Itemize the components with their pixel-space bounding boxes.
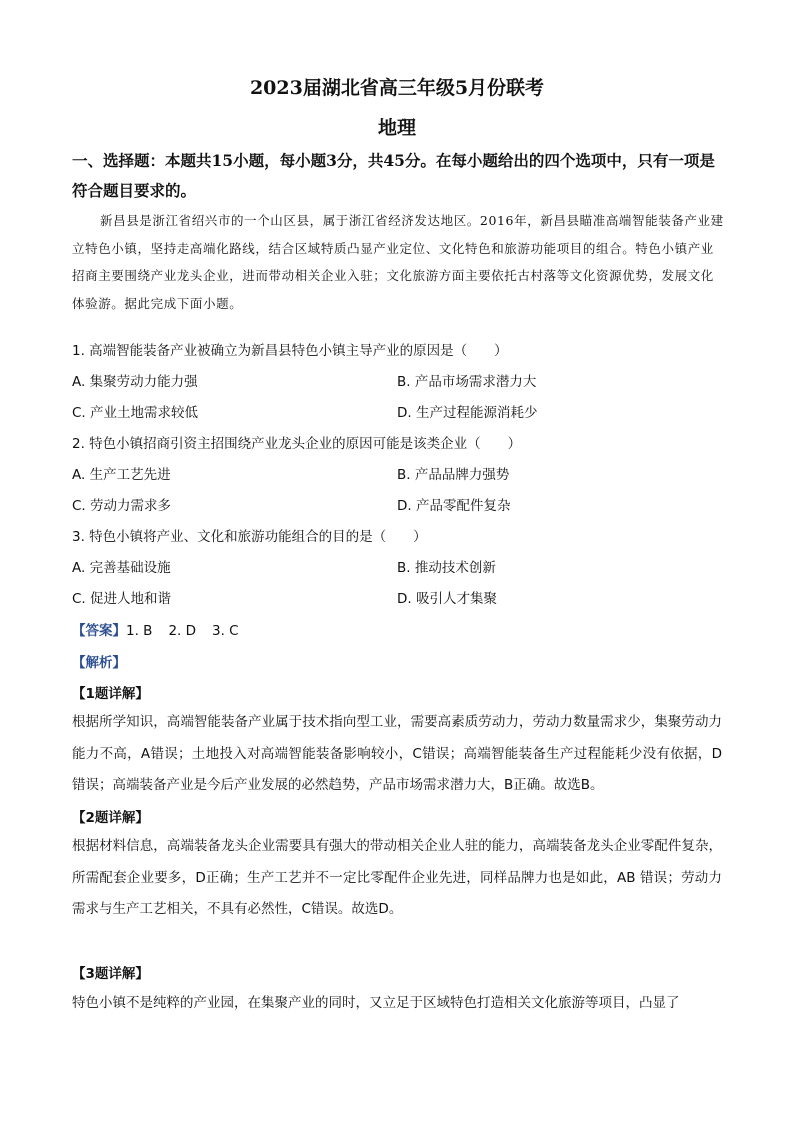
question-1-option-c: C. 产业土地需求较低 [72,405,199,421]
question-2-option-b: B. 产品品牌力强势 [397,467,510,483]
section-heading: 一、选择题：本题共15小题，每小题3分，共45分。在每小题给出的四个选项中，只有一项是符合题目要求的。 [72,151,715,200]
analysis-label: 【解析】 [72,655,126,671]
question-1-stem: 1. 高端智能装备产业被确立为新昌县特色小镇主导产业的原因是（ ） [72,343,508,359]
answer-values [126,623,255,639]
reading-passage: 新昌县是浙江省绍兴市的一个山区县，属于浙江省经济发达地区。2016年，新昌县瞄准高端智能装备产业建立特色小镇，坚持走高端化路线，结合区域特质凸显产业定位、文化特色和旅游功能项目的组合。特色小镇产业招商主要围绕产业龙头企业，进而带动相关企业入驻；文化旅游方面主要依托古村落等文化资源优势，发展文化体验游。据此完成下面小题。 [72,213,724,311]
question-1-option-b: B. 产品市场需求潜力大 [397,374,537,390]
question-2-option-c: C. 劳动力需求多 [72,498,172,514]
answer-3: 3. C [212,623,239,639]
answer-tag: 【答案】 [72,623,126,639]
detail-1-label: 【1题详解】 [72,686,149,702]
answer-2: 2. D [168,623,197,639]
question-2-option-d: D. 产品零配件复杂 [397,498,511,514]
question-3-option-b: B. 推动技术创新 [397,560,496,576]
answer-line [72,619,255,639]
detail-2-label: 【2题详解】 [72,810,149,826]
question-1-option-a: A. 集聚劳动力能力强 [72,374,198,390]
answer-1: 1. B [126,623,153,639]
subject-title: 地理 [377,117,416,139]
exam-title: 2023届湖北省高三年级5月份联考 [249,77,545,99]
question-3-stem: 3. 特色小镇将产业、文化和旅游功能组合的目的是（ ） [72,529,427,545]
question-3-option-d: D. 吸引人才集聚 [397,591,497,607]
question-3-option-a: A. 完善基础设施 [72,560,171,576]
detail-3-label: 【3题详解】 [72,966,149,982]
detail-3-text: 特色小镇不是纯粹的产业园，在集聚产业的同时，又立足于区域特色打造相关文化旅游等项目，凸显了 [72,995,680,1011]
question-3-option-c: C. 促进人地和谐 [72,591,172,607]
question-2-stem: 2. 特色小镇招商引资主招围绕产业龙头企业的原因可能是该类企业（ ） [72,436,522,452]
detail-2-text: 根据材料信息，高端装备龙头企业需要具有强大的带动相关企业人驻的能力，高端装备龙头企业零配件复杂，所需配套企业要多，D正确；生产工艺并不一定比零配件企业先进，同样品牌力也是如此，AB 错误；劳动力需求与生产工艺相关，不具有必然性，C错误。故选D。 [72,838,722,917]
detail-1-text: 根据所学知识，高端智能装备产业属于技术指向型工业，需要高素质劳动力，劳动力数量需求少，集聚劳动力能力不高，A错误；土地投入对高端智能装备影响较小，C错误；高端智能装备生产过程能耗少没有依据，D错误；高端装备产业是今后产业发展的必然趋势，产品市场需求潜力大，B正确。故选B。 [72,714,722,793]
question-1-option-d: D. 生产过程能源消耗少 [397,405,538,421]
question-2-option-a: A. 生产工艺先进 [72,467,171,483]
